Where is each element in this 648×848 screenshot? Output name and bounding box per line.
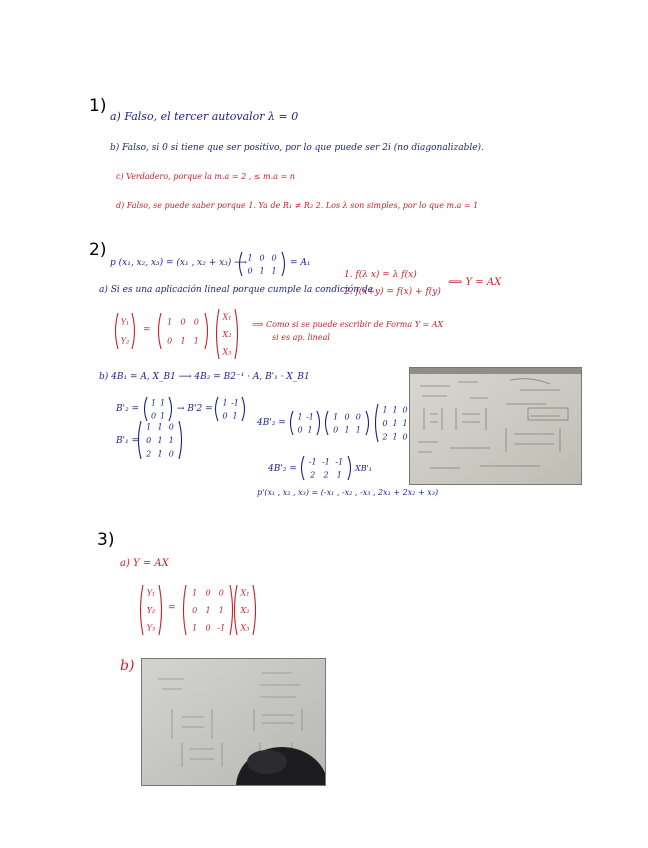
x3-vector xyxy=(231,584,259,636)
matrix-right-paren xyxy=(242,397,245,421)
section-1-c: c) Verdadero, porque la m.a = 2 , ≤ m.a = n xyxy=(116,172,295,181)
matrix-cell: X₃ xyxy=(240,623,250,633)
section-1-a: a) Falso, el tercer autovalor λ = 0 xyxy=(110,110,299,123)
matrix-cell: 0 xyxy=(146,436,152,445)
matrix-cell: 1 xyxy=(402,419,408,428)
matrix-cell: 1 xyxy=(193,336,199,346)
condition-2: 2. f(x+y) = f(x) + f(y) xyxy=(344,287,441,297)
matrix-cell: 1 xyxy=(218,606,224,615)
section-2-b: b) 4B₁ = A, X_B1 ⟶ 4B₂ = B2⁻¹ · A, B'₁ · X_B1 xyxy=(99,372,310,382)
matrix-cell: 1 xyxy=(355,425,361,435)
matrix-left-paren xyxy=(376,404,379,442)
matrix-cell: Y₂ xyxy=(120,336,130,346)
b2-label: B'₂ = xyxy=(116,404,140,414)
matrix-cell: 1 xyxy=(168,436,174,445)
final-map: p'(x₁ , x₂ , x₃) = (-x₁ , -x₂ , -x₃ , 2x₁ + 2x₂ + x₃) xyxy=(257,488,439,497)
section-3-number: 3) xyxy=(97,530,115,550)
matrix-cell: 1 xyxy=(392,432,398,442)
whiteboard-photo-2 xyxy=(141,658,326,786)
matrix-cell: 0 xyxy=(271,253,277,263)
yax-equivalence: ⟺ Y = AX xyxy=(448,277,502,288)
matrix-cell: 1 xyxy=(232,411,238,421)
b1-label: B'₁ = xyxy=(116,436,140,446)
matrix-right-paren xyxy=(366,411,369,435)
matrix-right-paren xyxy=(348,456,351,480)
matrix-cell: 0 xyxy=(168,422,174,432)
b1-matrix xyxy=(135,420,185,460)
matrix-cell: 1 xyxy=(392,419,398,428)
matrix-cell: 1 xyxy=(192,588,198,598)
matrix-cell: 1 xyxy=(180,336,186,346)
matrix-cell: -1 xyxy=(322,457,330,467)
matrix-cell: 0 xyxy=(402,405,408,415)
y-vector xyxy=(112,312,138,350)
equals-sign-3: = xyxy=(168,603,176,613)
matrix-cell: 1 xyxy=(157,422,163,432)
matrix-cell: 0 xyxy=(205,588,211,598)
matrix-right-paren xyxy=(159,585,162,635)
matrix-left-paren xyxy=(240,252,243,276)
section-1-number: 1) xyxy=(89,96,107,116)
whiteboard-photo-1-image xyxy=(410,368,581,484)
matrix-right-paren xyxy=(253,585,256,635)
matrix-cell: 1 xyxy=(259,266,265,276)
matrix-left-paren xyxy=(217,309,220,359)
matrix-cell: 1 xyxy=(157,449,163,459)
matrix-cell: 0 xyxy=(193,317,199,327)
matrix-left-paren xyxy=(184,585,187,635)
matrix-left-paren xyxy=(139,421,142,459)
matrix-cell: 0 xyxy=(355,412,361,422)
matrix-left-paren xyxy=(141,585,144,635)
b2-arrow: → B'2 = xyxy=(177,404,213,414)
matrix-cell: 1 xyxy=(192,623,198,633)
xb1-result-label: XB'₁ xyxy=(355,464,372,473)
matrix-cell: 0 xyxy=(259,253,265,263)
matrix-cell: 1 xyxy=(146,422,152,432)
matrix-cell: 0 xyxy=(168,449,174,459)
matrix-cell: 1 xyxy=(392,405,398,415)
whiteboard-photo-2-image xyxy=(142,659,325,785)
matrix-cell: -1 xyxy=(306,412,314,422)
section-2-number: 2) xyxy=(89,240,107,260)
matrix-cell: 0 xyxy=(344,412,350,422)
section-3-b: b) xyxy=(120,658,135,674)
matrix-cell: Y₃ xyxy=(146,623,156,633)
map-matrix-label: = A₁ xyxy=(290,258,311,268)
matrix-left-paren xyxy=(116,313,119,349)
matrix-cell: 1 xyxy=(247,253,253,263)
matrix-right-paren xyxy=(235,309,238,359)
matrix-cell: X₁ xyxy=(240,588,250,598)
matrix-cell: 1 xyxy=(307,425,313,435)
matrix-cell: X₂ xyxy=(240,606,250,615)
whiteboard-photo-1 xyxy=(409,367,582,485)
matrix-cell: 1 xyxy=(382,405,388,415)
lineal-note-1: ⟹ Como si se puede escribir de Forma Y = AX xyxy=(252,320,444,329)
matrix-cell: Y₂ xyxy=(146,606,156,615)
matrix-left-paren xyxy=(235,585,238,635)
section-1-b: b) Falso, si 0 si tiene que ser positivo, por lo que puede ser 2i (no diagonalizable). xyxy=(110,143,484,153)
equals-sign: = xyxy=(143,325,151,335)
lineal-note-2: si es ap. lineal xyxy=(272,333,330,342)
product-matrix-2 xyxy=(322,410,372,436)
matrix-cell: 1 xyxy=(157,436,163,445)
section-3-a: a) Y = AX xyxy=(120,558,169,569)
matrix-cell: 1 xyxy=(333,412,339,422)
matrix-cell: 0 xyxy=(297,425,303,435)
y3-vector xyxy=(137,584,165,636)
matrix-cell: 0 xyxy=(192,606,198,615)
matrix-left-paren xyxy=(291,411,294,435)
matrix-cell: 0 xyxy=(167,336,173,346)
section-1-d: d) Falso, se puede saber porque 1. Ya de R₁ ≠ R₂ 2. Los λ son simples, por lo que m.a = 1 xyxy=(116,201,479,210)
matrix-left-paren xyxy=(145,397,148,421)
matrix-cell: 1 xyxy=(271,266,277,276)
matrix-cell: 2 xyxy=(382,432,388,442)
matrix-cell: 1 xyxy=(167,317,173,327)
matrix-cell: 2 xyxy=(323,470,329,480)
matrix-cell: -1 xyxy=(231,398,239,408)
condition-1: 1. f(λ x) = λ f(x) xyxy=(344,270,417,280)
matrix-right-paren xyxy=(132,313,135,349)
matrix-cell: X₁ xyxy=(222,312,232,322)
matrix-cell: 0 xyxy=(180,317,186,327)
matrix-right-paren xyxy=(205,313,208,349)
matrix-cell: 1 xyxy=(222,398,228,408)
matrix-right-paren xyxy=(317,411,320,435)
matrix-cell: 0 xyxy=(205,623,211,633)
b2-matrix xyxy=(141,396,175,422)
matrix-cell: -1 xyxy=(308,457,317,467)
matrix-cell: 0 xyxy=(333,425,339,435)
x-vector xyxy=(213,308,241,360)
matrix-cell: Y₁ xyxy=(120,317,130,327)
matrix-left-paren xyxy=(302,456,305,480)
map-definition: p (x₁, x₂, x₃) = (x₁ , x₂ + x₃) ⟶ xyxy=(110,258,248,268)
matrix-cell: X₃ xyxy=(222,347,232,357)
matrix-cell: 0 xyxy=(222,411,228,421)
matrix-left-paren xyxy=(159,313,162,349)
matrix-cell: 0 xyxy=(218,588,224,598)
matrix-cell: X₂ xyxy=(222,330,232,339)
matrix-cell: 1 xyxy=(159,398,166,408)
matrix-cell: 1 xyxy=(344,425,350,435)
matrix-cell: 1 xyxy=(336,470,342,480)
matrix-right-paren xyxy=(169,397,172,421)
map-matrix xyxy=(236,251,288,277)
matrix-cell: -1 xyxy=(335,457,344,467)
matrix-cell: 1 xyxy=(297,412,303,422)
matrix-cell: 1 xyxy=(159,411,166,421)
matrix-cell: 0 xyxy=(382,419,388,428)
matrix-right-paren xyxy=(282,252,285,276)
matrix-cell: Y₁ xyxy=(146,588,156,598)
matrix-cell: -1 xyxy=(217,623,226,633)
eq-4b2-result-label: 4B'₂ = xyxy=(268,464,297,474)
a-matrix xyxy=(155,312,211,350)
matrix-right-paren xyxy=(179,421,182,459)
matrix-left-paren xyxy=(326,411,329,435)
a3-matrix xyxy=(180,584,236,636)
matrix-cell: 2 xyxy=(310,470,316,480)
matrix-cell: 2 xyxy=(146,449,152,459)
b2-inverse-matrix xyxy=(212,396,248,422)
matrix-cell: 0 xyxy=(150,411,157,421)
result-matrix xyxy=(298,455,354,481)
product-matrix-1 xyxy=(287,410,323,436)
matrix-cell: 0 xyxy=(402,432,408,442)
matrix-cell: 1 xyxy=(205,606,211,615)
matrix-cell: 1 xyxy=(150,398,157,408)
eq-4b2-label: 4B'₂ = xyxy=(257,418,286,428)
matrix-left-paren xyxy=(216,397,219,421)
matrix-cell: 0 xyxy=(247,266,253,276)
section-2-a: a) Si es una aplicación lineal porque cumple la condición de xyxy=(99,285,374,295)
